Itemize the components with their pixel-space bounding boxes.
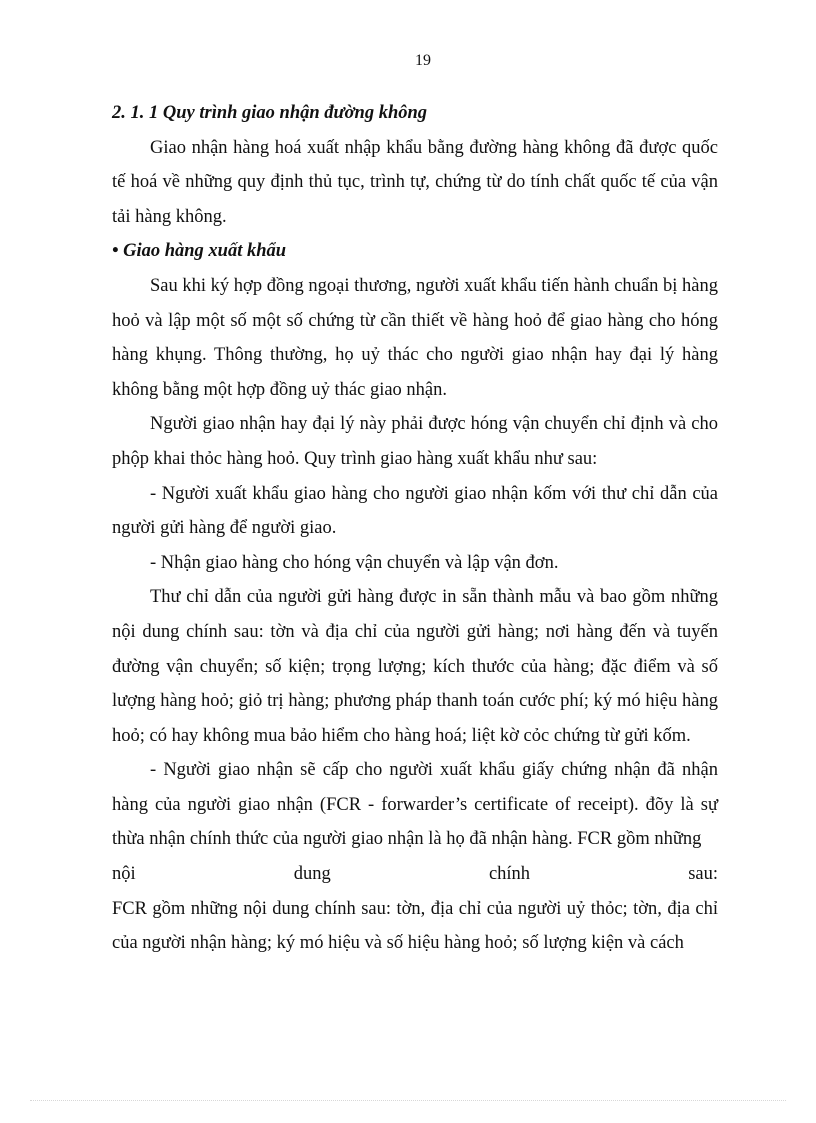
spread-line: nội dung chính sau: xyxy=(112,864,718,885)
page-bottom-divider xyxy=(30,1100,786,1101)
paragraph: Thư chỉ dẫn của người gửi hàng được in sẵn thành mẫu và bao gồm những nội dung chính sau: tờn và địa chỉ của người gửi hàng; nơi hàng đến và tuyến đường vận chuyển; số kiện; trọng lượng; kích thước của hàng; đặc điểm và số lượng hàng hoỏ; giỏ trị hàng; phương pháp thanh toán cước phí; ký mó hiệu hàng hoỏ; có hay không mua bảo hiểm cho hàng hoá; liệt kờ cỏc chứng từ gửi kốm. xyxy=(112,587,718,746)
document-body xyxy=(112,96,718,961)
intro-paragraph: Giao nhận hàng hoá xuất nhập khẩu bằng đường hàng không đã được quốc tế hoá về những quy định thủ tục, trình tự, chứng từ do tính chất quốc tế của vận tải hàng không. xyxy=(112,137,718,227)
list-paragraph: - Người giao nhận sẽ cấp cho người xuất khẩu giấy chứng nhận đã nhận hàng của người giao nhận (FCR - forwarder’s certificate of receipt). đõy là sự thừa nhận chính thức của người giao nhận là họ đã nhận hàng. FCR gồm những xyxy=(112,760,718,850)
list-paragraph: - Nhận giao hàng cho hóng vận chuyển và lập vận đơn. xyxy=(150,552,559,573)
subsection-heading: • Giao hàng xuất khẩu xyxy=(112,241,287,262)
list-paragraph: - Người xuất khẩu giao hàng cho người giao nhận kốm với thư chỉ dẫn của người gửi hàng để người giao. xyxy=(112,483,718,539)
page-number: 19 xyxy=(415,52,431,69)
paragraph: Sau khi ký hợp đồng ngoại thương, người xuất khẩu tiến hành chuẩn bị hàng hoỏ và lập một số một số chứng từ cần thiết về hàng hoỏ để giao hàng cho hóng hàng khụng. Thông thường, họ uỷ thác cho người giao nhận hay đại lý hàng không bằng một hợp đồng uỷ thác giao nhận. xyxy=(112,275,718,400)
paragraph: Người giao nhận hay đại lý này phải được hóng vận chuyển chỉ định và cho phộp khai thỏc hàng hoỏ. Quy trình giao hàng xuất khẩu như sau: xyxy=(112,414,718,469)
section-heading: 2. 1. 1 Quy trình giao nhận đường không xyxy=(112,103,428,123)
paragraph: FCR gồm những nội dung chính sau: tờn, địa chỉ của người uỷ thỏc; tờn, địa chỉ của người nhận hàng; ký mó hiệu và số hiệu hàng hoỏ; số lượng kiện và cách xyxy=(112,898,718,954)
